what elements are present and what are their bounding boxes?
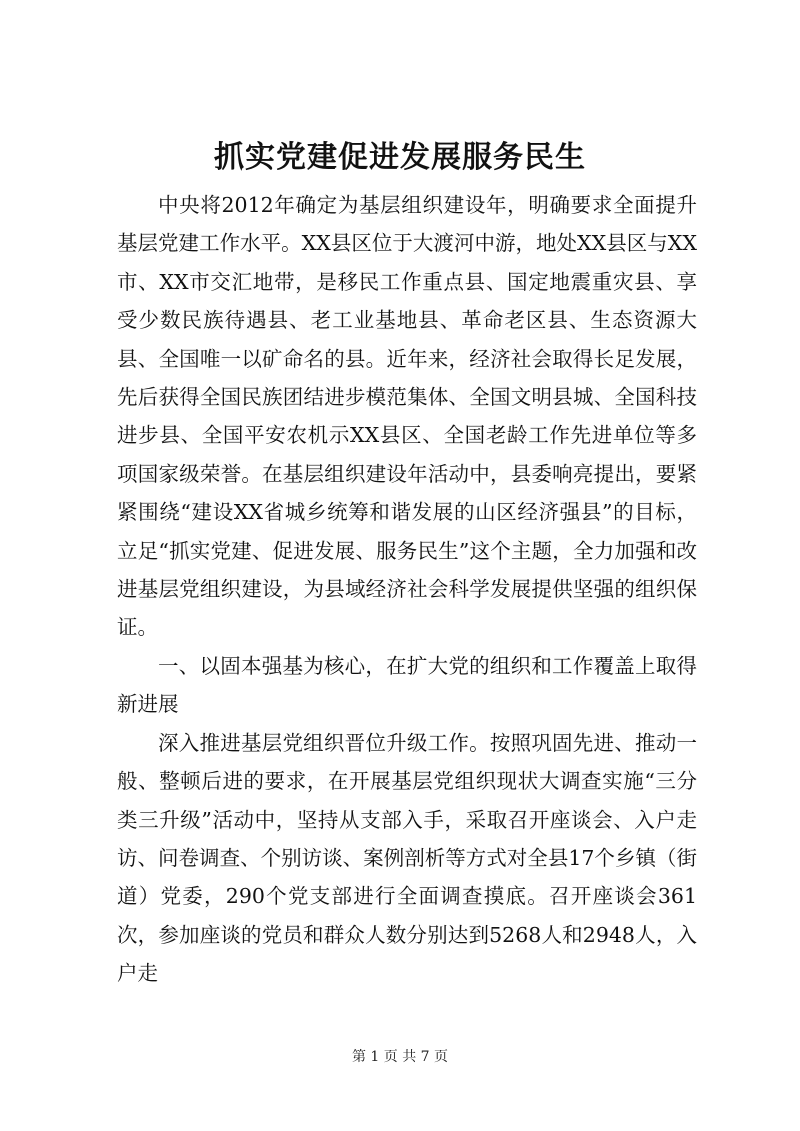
paragraph-intro: 中央将2012年确定为基层组织建设年，明确要求全面提升基层党建工作水平。XX县区位于大渡河中游，地处XX县区与XX市、XX市交汇地带，是移民工作重点县、国定地震重灾县、享受少数民族待遇县、老工业基地县、革命老区县、生态资源大县、全国唯一以矿命名的县。近年来，经济社会取得长足发展，先后获得全国民族团结进步模范集体、全国文明县城、全国科技进步县、全国平安农机示XX县区、全国老龄工作先进单位等多项国家级荣誉。在基层组织建设年活动中，县委响亮提出，要紧紧围绕“建设XX省城乡统筹和谐发展的山区经济强县”的目标，立足“抓实党建、促进发展、服务民生”这个主题，全力加强和改进基层党组织建设，为县域经济社会科学发展提供坚强的组织保证。 [117,193,697,640]
page-number-footer: 第 1 页 共 7 页 [351,1049,449,1065]
document-body [117,186,697,993]
document-title: 抓实党建促进发展服务民生 [214,140,586,175]
section-heading-1: 一、以固本强基为核心，在扩大党的组织和工作覆盖上取得新进展 [117,653,697,717]
paragraph-section-1: 深入推进基层党组织晋位升级工作。按照巩固先进、推动一般、整顿后进的要求，在开展基层党组织现状大调查实施“三分类三升级”活动中，坚持从支部入手，采取召开座谈会、入户走访、问卷调查、个别访谈、案例剖析等方式对全县17个乡镇（街道）党委，290个党支部进行全面调查摸底。召开座谈会361次，参加座谈的党员和群众人数分别达到5268人和2948人，入户走 [117,730,697,986]
